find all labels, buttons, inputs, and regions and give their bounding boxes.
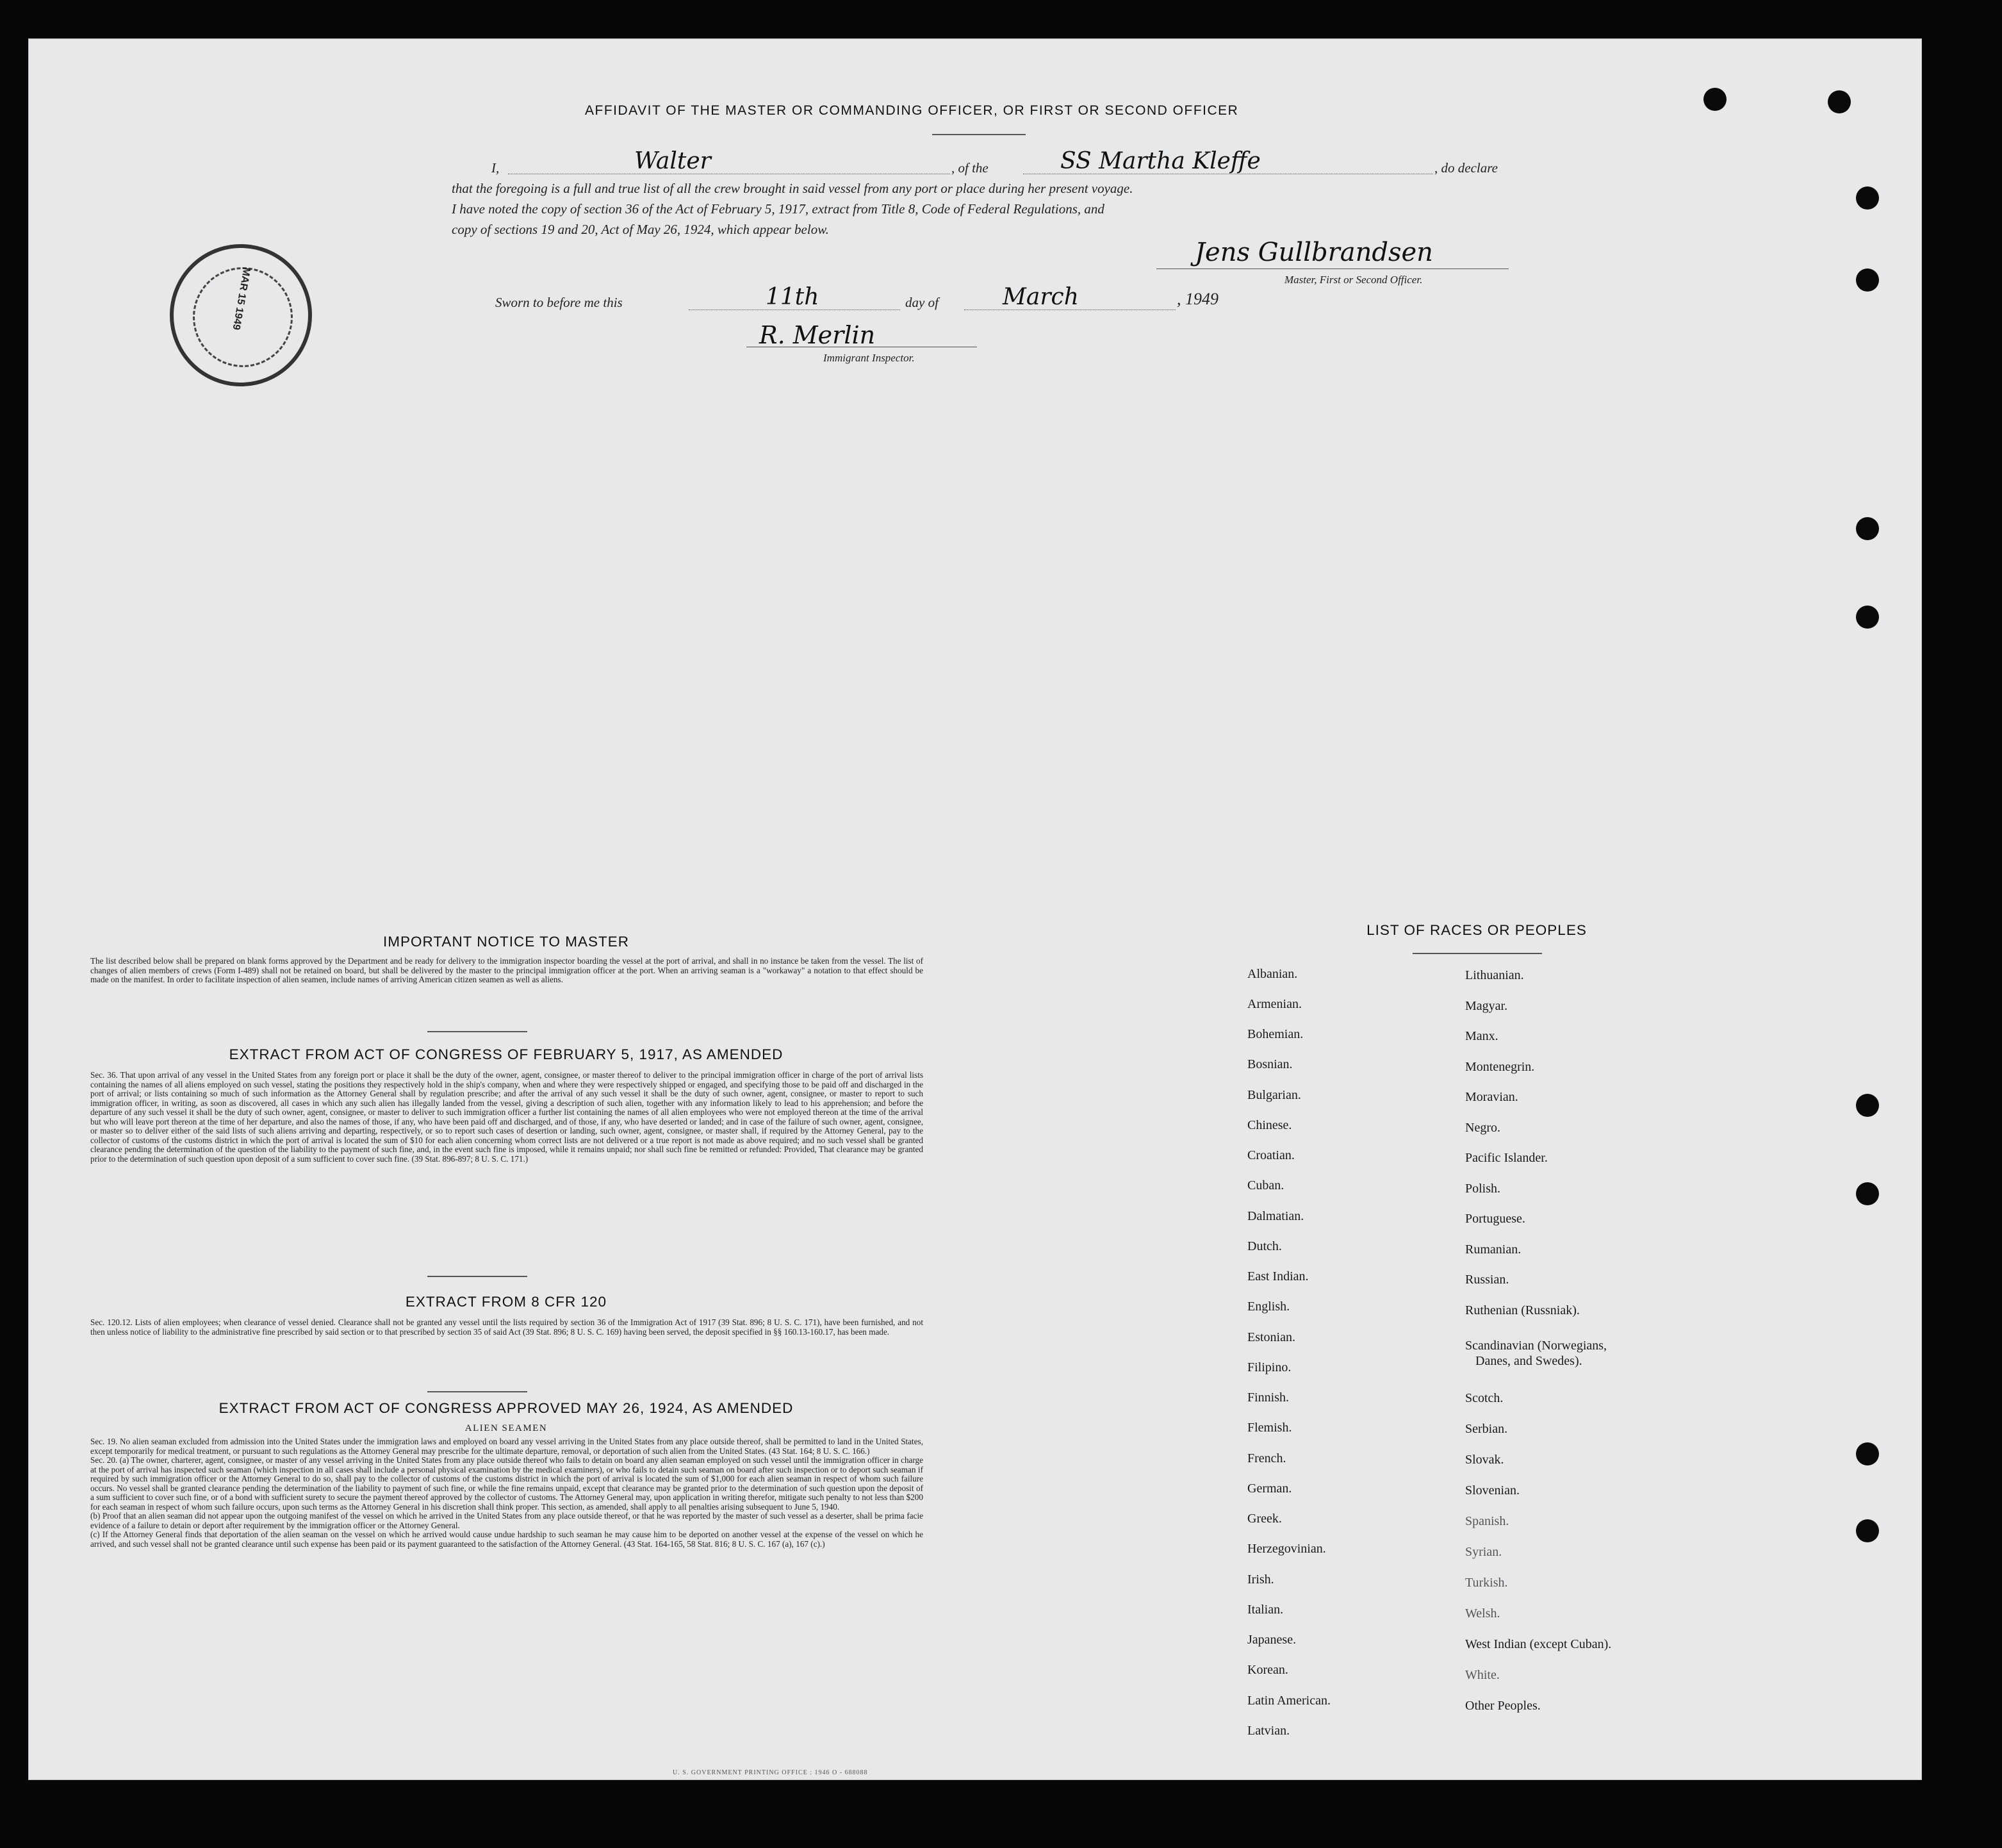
affidavit-line-2: that the foregoing is a full and true list of all the crew brought in said vessel from any port or place during her present voyage. [452, 181, 1133, 196]
extract-cfr-text: Sec. 120.12. Lists of alien employees; when clearance of vessel denied. Clearance shall not be granted any vessel until the lists required by section 36 of the Immigration Act of 1917 (39 Stat. 896; 8 U. S. C. 171), have been furnished, and not then unless notice of liability to the administrative fine prescribed by said section or to that prescribed by section 35 of said Act (39 Stat. 896; 8 U. S. C. 169) having been served, the deposit specified in §§ 160.13-160.17, has been made. [90, 1317, 923, 1337]
race-item: German. [1247, 1481, 1292, 1496]
race-item: Bohemian. [1247, 1027, 1304, 1041]
race-item: Japanese. [1247, 1633, 1297, 1647]
race-item: Portuguese. [1465, 1212, 1525, 1226]
race-item: Chinese. [1247, 1118, 1292, 1132]
race-item: Negro. [1465, 1121, 1500, 1135]
inspector-signature: R. Merlin [759, 321, 876, 349]
race-item: Syrian. [1465, 1545, 1502, 1559]
race-item: Lithuanian. [1465, 968, 1524, 982]
race-item: Other Peoples. [1465, 1699, 1541, 1713]
race-item: Irish. [1247, 1572, 1274, 1587]
day-of-label: day of [905, 295, 939, 310]
race-item: Montenegrin. [1465, 1060, 1535, 1074]
race-item: Manx. [1465, 1029, 1498, 1043]
race-item: Danes, and Swedes). [1475, 1354, 1582, 1368]
race-item: Slovak. [1465, 1453, 1504, 1467]
sec-20a-text: Sec. 20. (a) The owner, charterer, agent, consignee, or master of any vessel arriving in the United States from any place outside thereof who fails to detain on board any alien seaman employed on such vessel until the immigration officer in charge at the port of arrival has inspected such seaman (which inspection in all cases shall include a personal physical examination by the medical examiners), or who fails to detain such seaman on board after such inspection or to deport such seaman if required by such immigration officer or the Attorney General to do so, shall pay to the collector of customs of the customs district in which the port of arrival is located the sum of $1,000 for each alien seaman in respect of whom such failure occurs. No vessel shall be granted clearance pending the determination of the liability to payment of such fine, or while the fine remains unpaid, except that clearance may be granted prior to the determination of such question upon the deposit of a sum sufficient to cover such fine, or of a bond with sufficient surety to secure the payment thereof approved by the collector of customs. The Attorney General may, upon application in writing therefor, mitigate such penalty to not less than $200 for each seaman in respect of whom such failure occurs, upon such terms as the Attorney General in his discretion shall think proper. This section, as amended, shall apply to all penalties arising subsequent to June 5, 1940. [90, 1455, 923, 1512]
race-item: East Indian. [1247, 1269, 1309, 1283]
day-handwritten: 11th [766, 284, 819, 310]
race-item: White. [1465, 1668, 1500, 1682]
punch-hole [1856, 1182, 1879, 1205]
punch-hole [1856, 606, 1879, 629]
month-handwritten: March [1003, 284, 1079, 310]
of-the-label: , of the [951, 160, 989, 176]
race-item: Estonian. [1247, 1330, 1295, 1344]
master-name-handwritten: Walter [634, 148, 711, 174]
race-item: Latvian. [1247, 1724, 1290, 1738]
notice-title: IMPORTANT NOTICE TO MASTER [383, 934, 629, 950]
race-item: French. [1247, 1451, 1286, 1465]
race-item: Croatian. [1247, 1148, 1295, 1162]
race-item: Dutch. [1247, 1239, 1282, 1253]
race-item: Dalmatian. [1247, 1209, 1304, 1223]
race-item: Magyar. [1465, 999, 1508, 1013]
vessel-name-handwritten: SS Martha Kleffe [1060, 148, 1261, 174]
punch-hole [1856, 1094, 1879, 1117]
race-item: West Indian (except Cuban). [1465, 1637, 1612, 1651]
alien-seamen-subtitle: ALIEN SEAMEN [464, 1423, 548, 1433]
extract-cfr-title: EXTRACT FROM 8 CFR 120 [405, 1294, 607, 1310]
races-title: LIST OF RACES OR PEOPLES [1366, 922, 1587, 938]
punch-hole [1856, 1442, 1879, 1465]
sec-20b-text: (b) Proof that an alien seaman did not appear upon the outgoing manifest of the vessel on which he arrived in the United States from any place outside thereof, or that he was reported by the master of such vessel as a deserter, shall be prima facie evidence of a failure to detain or deport after requirement by the immigration officer or the Attorney General. [90, 1511, 923, 1530]
year-label: , 1949 [1177, 290, 1218, 308]
race-item: Greek. [1247, 1512, 1282, 1526]
races-divider [1413, 953, 1542, 954]
race-item: Polish. [1465, 1182, 1501, 1196]
race-item: Welsh. [1465, 1606, 1500, 1621]
affidavit-line-4: copy of sections 19 and 20, Act of May 26, 1924, which appear below. [452, 222, 829, 237]
sec-19-text: Sec. 19. No alien seaman excluded from admission into the United States under the immigration laws and employed on board any vessel arriving in the United States from any place outside thereof, shall be permitted to land in the United States, except temporarily for medical treatment, or pursuant to such regulations as the Attorney General may prescribe for the ultimate departure, removal, or deportation of such alien from the United States. (43 Stat. 164; 8 U. S. C. 166.) [90, 1437, 923, 1456]
printing-office-line: U. S. GOVERNMENT PRINTING OFFICE : 1946 O - 688088 [673, 1769, 868, 1776]
punch-hole [1856, 517, 1879, 540]
punch-hole [1828, 90, 1851, 113]
sworn-prefix: Sworn to before me this [495, 295, 623, 310]
extract-cfr-divider [427, 1391, 527, 1392]
race-item: Herzegovinian. [1247, 1542, 1326, 1556]
officer-caption: Master, First or Second Officer. [1284, 274, 1423, 286]
race-item: Moravian. [1465, 1090, 1518, 1104]
race-item: Scandinavian (Norwegians, [1465, 1339, 1607, 1353]
officer-signature-line [1156, 268, 1509, 269]
race-item: Ruthenian (Russniak). [1465, 1303, 1580, 1317]
date-stamp [170, 244, 312, 386]
race-item: Serbian. [1465, 1422, 1508, 1436]
race-item: Rumanian. [1465, 1242, 1522, 1257]
notice-divider [427, 1031, 527, 1032]
race-item: Cuban. [1247, 1178, 1284, 1192]
race-item: Italian. [1247, 1603, 1284, 1617]
race-item: Finnish. [1247, 1390, 1290, 1405]
affidavit-line-3: I have noted the copy of section 36 of the Act of February 5, 1917, extract from Title 8, Code of Federal Regulations, and [452, 201, 1104, 217]
punch-hole [1856, 268, 1879, 292]
race-item: Latin American. [1247, 1694, 1331, 1708]
sec-20c-text: (c) If the Attorney General finds that deportation of the alien seaman on the vessel on which he arrived would cause undue hardship to such seaman he may cause him to be deported on another vessel at the expense of the vessel on which he arrived, and such vessel shall not be granted clearance until such expense has been paid or its payment guaranteed to the satisfaction of the Attorney General. (43 Stat. 164-165, 58 Stat. 816; 8 U. S. C. 167 (a), 167 (c).) [90, 1530, 923, 1549]
race-item: Armenian. [1247, 997, 1302, 1011]
punch-hole [1856, 186, 1879, 210]
title-divider [932, 134, 1026, 135]
extract-1917-divider [427, 1276, 527, 1277]
race-item: Turkish. [1465, 1576, 1508, 1590]
race-item: Flemish. [1247, 1421, 1292, 1435]
document-page [28, 38, 1922, 1780]
stamp-text: MAR 15 1949 [230, 267, 252, 331]
race-item: Albanian. [1247, 967, 1298, 981]
race-item: English. [1247, 1299, 1290, 1314]
officer-signature: Jens Gullbrandsen [1195, 238, 1433, 267]
inspector-caption: Immigrant Inspector. [823, 352, 915, 364]
race-item: Korean. [1247, 1663, 1288, 1677]
extract-1917-title: EXTRACT FROM ACT OF CONGRESS OF FEBRUARY 5, 1917, AS AMENDED [229, 1046, 784, 1062]
race-item: Bosnian. [1247, 1057, 1293, 1071]
race-item: Spanish. [1465, 1514, 1509, 1528]
race-item: Bulgarian. [1247, 1088, 1301, 1102]
extract-1917-text: Sec. 36. That upon arrival of any vessel in the United States from any foreign port or place it shall be the duty of the owner, agent, consignee, or master thereof to deliver to the principal immigration officer in charge of the port of arrival lists containing the names of all aliens employed on such vessel, stating the positions they respectively hold in the ship's company, when and where they were respectively shipped or engaged, and specifying those to be paid off and discharged in the port of arrival; or lists containing so much of such information as the Attorney General shall by regulation prescribe; and after the arrival of any such vessel it shall be the duty of such owner, agent, consignee, or master to report to such immigration officer, in writing, as soon as discovered, all cases in which any such alien has illegally landed from the vessel, giving a description of such alien, together with any information likely to lead to his apprehension; and before the departure of any such vessel it shall be the duty of such owner, agent, consignee, or master to deliver to such immigration officer a further list containing the names of all alien employees who were not employed thereon at the time of the arrival but who will leave port thereon at the time of her departure, and also the names of those, if any, who have been paid off and discharged, and of those, if any, who have deserted or landed; and in case of the failure of such owner, agent, consignee, or master so to deliver either of the said lists of such aliens arriving and departing, respectively, or so to report such cases of desertion or landing, such owner, agent, consignee, or master shall, if required by the Attorney General, pay to the collector of customs of the customs district in which the port of arrival is located the sum of $10 for each alien concerning whom correct lists are not delivered or a true report is not made as above required; and no such vessel shall be granted clearance pending the determination of the question of the liability to the payment of such fine, and, in the event such fine is imposed, while it remains unpaid; nor shall such fine be remitted or refunded: Provided, That clearance may be granted prior to the determination of such question upon deposit of a sum sufficient to cover such fine. (39 Stat. 896-897; 8 U. S. C. 171.) [90, 1070, 923, 1164]
extract-1924-body [90, 1437, 923, 1549]
line1-prefix: I, [491, 160, 500, 176]
affidavit-title: AFFIDAVIT OF THE MASTER OR COMMANDING OFFICER, OR FIRST OR SECOND OFFICER [585, 103, 1239, 118]
race-item: Slovenian. [1465, 1483, 1520, 1497]
race-item: Filipino. [1247, 1360, 1292, 1374]
punch-hole [1856, 1519, 1879, 1542]
race-item: Russian. [1465, 1273, 1509, 1287]
notice-text: The list described below shall be prepared on blank forms approved by the Department and be ready for delivery to the immigration inspector boarding the vessel at the port of arrival, and shall in no instance be taken from the vessel. The list of changes of alien members of crews (Form I-489) shall not be retained on board, but shall be delivered by the master to the principal immigration officer at the port. When an arriving seaman is a "workaway" a notation to that effect should be made on the manifest. In order to facilitate inspection of alien seamen, include names of arriving American citizen seamen as well as aliens. [90, 956, 923, 984]
do-declare-label: , do declare [1434, 160, 1498, 176]
extract-1924-title: EXTRACT FROM ACT OF CONGRESS APPROVED MAY 26, 1924, AS AMENDED [218, 1400, 794, 1416]
race-item: Pacific Islander. [1465, 1151, 1548, 1165]
punch-hole [1703, 88, 1727, 111]
race-item: Scotch. [1465, 1391, 1504, 1405]
